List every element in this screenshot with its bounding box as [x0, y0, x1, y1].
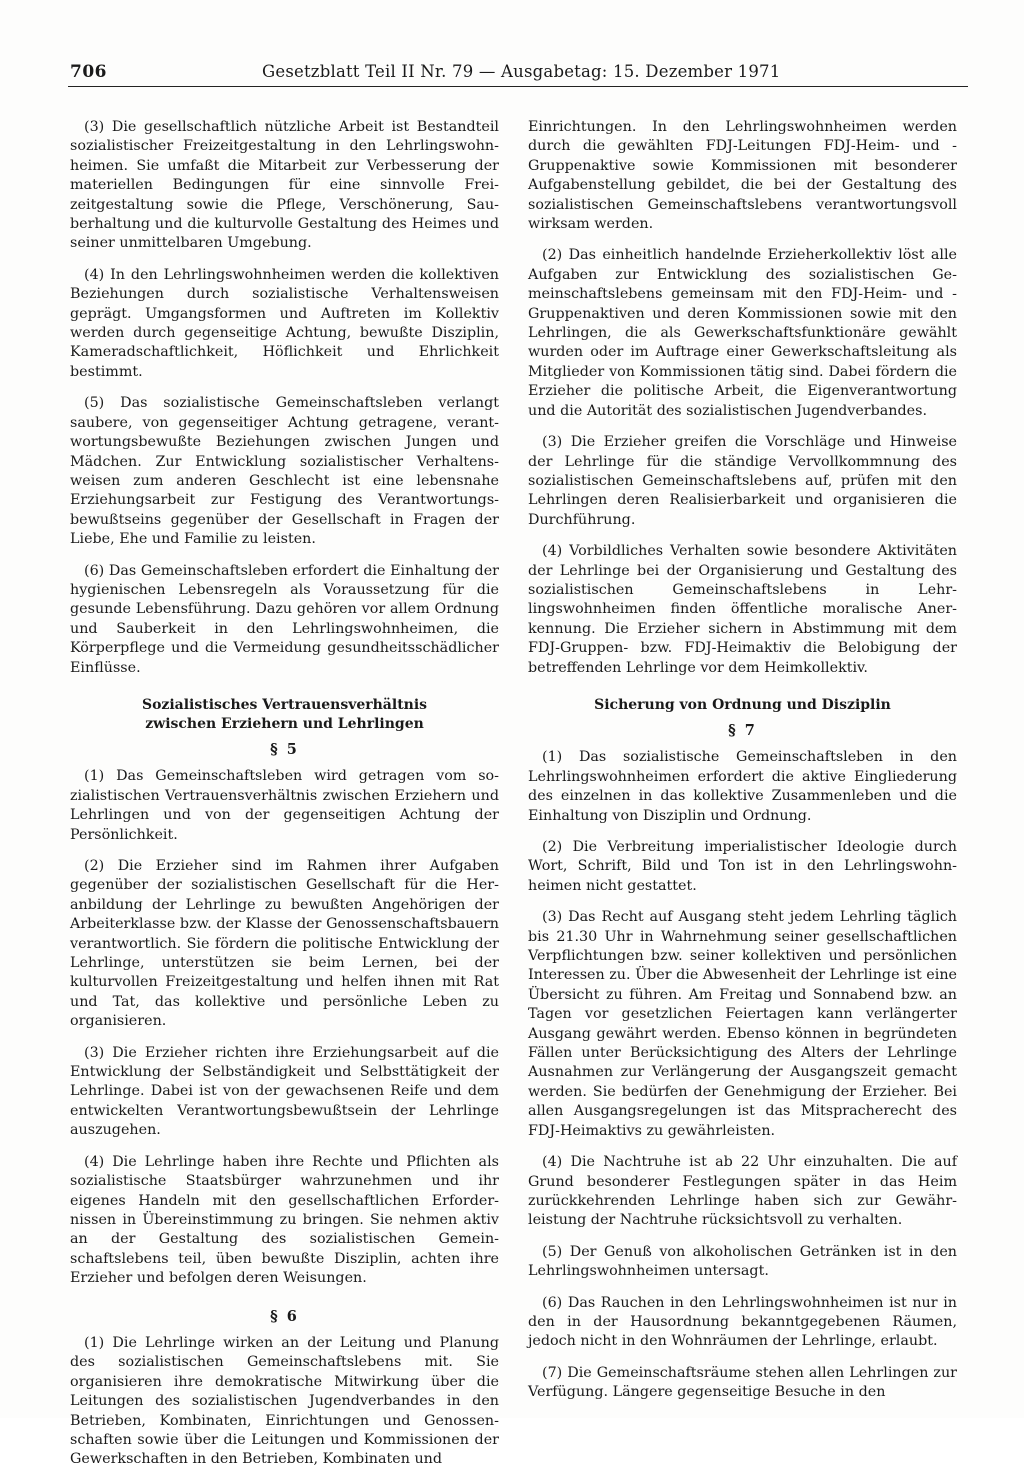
paragraph-7-5: (5) Der Genuß von alkoholischen Getränken ist in den Lehrlingswohnheimen untersagt. — [528, 1243, 957, 1280]
paragraph-5-1: (1) Das Gemeinschaftsleben wird getragen vom sozialistischen Vertrauensverhältnis zwischen Erziehern und Lehrlingen und von der gegenseitigen Achtung der Persönlichkeit. — [70, 768, 499, 843]
paragraph-4-3: (3) Die gesellschaftlich nützliche Arbeit ist Bestandteil sozialistischer Freizeitgestaltung in den Lehrlingswohnheimen. Sie umfaßt die Mitarbeit zur Verbesserung der materiellen Bedingungen für eine sinnvolle Freizeitgestaltung sowie die Pflege, Verschönerung, Sauberhaltung und die kulturvolle Gestaltung des Heimes und seiner unmittelbaren Umgebung. — [70, 119, 499, 252]
paragraph-7-3: (3) Das Recht auf Ausgang steht jedem Lehrling täglich bis 21.30 Uhr in Wahrnehmung seiner gesellschaftlichen Verpflichtungen bzw. seiner kollektiven und persönlichen Interessen zu. Über die Abwesenheit der Lehrlinge ist eine Übersicht zu führen. Am Freitag und Sonnabend bzw. an Tagen vor gesetzlichen Feiertagen kann verlängerter Ausgang gewährt werden. Ebenso können in begründeten Fällen unter Berücksichtigung des Alters der Lehrlinge Ausnahmen zur Verlängerung der Ausgangszeit gemacht werden. Sie bedürfen der Genehmigung der Erzieher. Bei allen Ausgangsregelungen ist das Mitspracherecht des FDJ-Heimaktivs zu gewährleisten. — [528, 909, 957, 1139]
heading-line: zwischen Erziehern und Lehrlingen — [145, 715, 424, 732]
paragraph-4-4: (4) In den Lehrlingswohnheimen werden die kollektiven Beziehungen durch sozialistische Verhaltensweisen geprägt. Umgangsformen und Auftreten im Kollektiv werden durch gegenseitige Achtung, bewußte Disziplin, Kameradschaftlichkeit, Höflichkeit und Ehrlichkeit bestimmt. — [70, 266, 499, 380]
paragraph-5-3: (3) Die Erzieher richten ihre Erziehungsarbeit auf die Entwicklung der Selbständigkeit und Selbsttätigkeit der Lehrlinge. Dabei ist von der gewachsenen Reife und dem entwickelten Verantwortungsbewußtsein der Lehrlinge auszugehen. — [70, 1044, 499, 1139]
page-number: 706 — [70, 62, 107, 82]
paragraph-6-2: (2) Das einheitlich handelnde Erzieherkollektiv löst alle Aufgaben zur Entwicklung des sozialistischen Gemeinschaftslebens gemeinsam mit den FDJ-Heim- und -Gruppenaktiven und deren Kommissionen sowie mit den Lehrlingen, die als Gewerkschaftsfunktionäre gewählt wurden oder im Auftrage einer Gewerkschaftsleitung als Mitglieder von Kommissionen tätig sind. Dabei fördern die Erzieher die politische Arbeit, die Eigenverantwortung und die Autorität des sozialistischen Jugendverbandes. — [528, 247, 957, 419]
paragraph-6-4: (4) Vorbildliches Verhalten sowie besondere Aktivitäten der Lehrlinge bei der Organisierung und Gestaltung des sozialistischen Gemeinschaftslebens in Lehrlingswohnheimen finden öffentliche moralische Anerkennung. Die Erzieher sichern in Abstimmung mit dem FDJ-Gruppen- bzw. FDJ-Heimaktiv die Belobigung der betreffenden Lehrlinge vor dem Heimkollektiv. — [528, 543, 957, 676]
paragraph-4-5: (5) Das sozialistische Gemeinschaftsleben verlangt saubere, von gegenseitiger Achtung getragene, verantwortungsbewußte Beziehungen zwischen Jungen und Mädchen. Zur Entwicklung sozialistischer Verhaltensweisen zum anderen Geschlecht ist eine lebensnahe Erziehungsarbeit zur Festigung des Verantwortungsbewußtseins gegenüber der Gesellschaft in Fragen der Liebe, Ehe und Familie zu leisten. — [70, 395, 499, 548]
paragraph-5-2: (2) Die Erzieher sind im Rahmen ihrer Aufgaben gegenüber der sozialistischen Gesellschaft für die Heranbildung der Lehrlinge zu bewußten Angehörigen der Arbeiterklasse bzw. der Klasse der Genossenschaftsbauern verantwortlich. Sie fördern die politische Entwicklung der Lehrlinge, unterstützen sie beim Lernen, bei der kulturvollen Freizeitgestaltung und helfen ihnen mit Rat und Tat, das kollektive und persönliche Leben zu organisieren. — [70, 858, 499, 1030]
heading-line: Sozialistisches Vertrauensverhältnis — [141, 696, 428, 713]
section-7-label: § 7 — [728, 721, 757, 739]
left-column — [70, 118, 499, 1482]
right-column — [528, 118, 957, 1415]
paragraph-7-7: (7) Die Gemeinschaftsräume stehen allen Lehrlingen zur Verfügung. Längere gegenseitige Besuche in den — [528, 1364, 957, 1401]
paragraph-6-3: (3) Die Erzieher greifen die Vorschläge und Hinweise der Lehrlinge für die ständige Vervollkommnung des sozialistischen Gemeinschaftslebens auf, prüfen mit den Lehrlingen deren Realisierbarkeit und organisieren die Durchführung. — [528, 434, 957, 528]
paragraph-7-2: (2) Die Verbreitung imperialistischer Ideologie durch Wort, Schrift, Bild und Ton ist in den Lehrlingswohnheimen nicht gestattet. — [528, 839, 957, 894]
section-6-label: § 6 — [270, 1307, 299, 1325]
section-5-label: § 5 — [270, 740, 299, 758]
running-title: Gesetzblatt Teil II Nr. 79 — Ausgabetag: 15. Dezember 1971 — [262, 62, 781, 81]
section-heading-trust — [70, 696, 499, 734]
paragraph-7-1: (1) Das sozialistische Gemeinschaftsleben in den Lehrlingswohnheimen erfordert die aktive Eingliederung des einzelnen in das kollektive Zusammenleben und die Einhaltung von Disziplin und Ordnung. — [528, 749, 957, 824]
page-header — [68, 56, 968, 87]
paragraph-6-1: (1) Die Lehrlinge wirken an der Leitung und Planung des sozialistischen Gemeinschaftslebens mit. Sie organisieren ihre demokratische Mitwirkung über die Leitungen des sozialistischen Jugendverbandes in den Betrieben, Kombinaten, Einrichtungen und Genossenschaften sowie über die Leitungen und Kommissionen der Gewerkschaften in den Betrieben, Kombinaten und — [70, 1334, 499, 1468]
paragraph-5-4: (4) Die Lehrlinge haben ihre Rechte und Pflichten als sozialistische Staatsbürger wahrzunehmen und ihr eigenes Handeln mit den gesellschaftlichen Erfordernissen in Übereinstimmung zu bringen. Sie nehmen aktiv an der Gestaltung des sozialistischen Gemeinschaftslebens teil, üben bewußte Disziplin, achten ihre Erzieher und befolgen deren Weisungen. — [70, 1153, 499, 1287]
paragraph-4-6: (6) Das Gemeinschaftsleben erfordert die Einhaltung der hygienischen Lebensregeln als Voraussetzung für die gesunde Lebensführung. Dazu gehören vor allem Ordnung und Sauberkeit in den Lehrlingswohnheimen, die Körperpflege und die Vermeidung gesundheitsschädlicher Einflüsse. — [70, 562, 499, 676]
paragraph-7-4: (4) Die Nachtruhe ist ab 22 Uhr einzuhalten. Die auf Grund besonderer Festlegungen später in das Heim zurückkehrenden Lehrlinge haben sich zur Gewährleistung der Nachtruhe rücksichtsvoll zu verhalten. — [528, 1154, 957, 1229]
paragraph-7-6: (6) Das Rauchen in den Lehrlingswohnheimen ist nur in den in der Hausordnung bekanntgegebenen Räumen, jedoch nicht in den Wohnräumen der Lehrlinge, erlaubt. — [528, 1294, 957, 1350]
section-heading-order: Sicherung von Ordnung und Disziplin — [594, 696, 891, 713]
paragraph-6-1-continued: Einrichtungen. In den Lehrlingswohnheimen werden durch die gewählten FDJ-Leitungen FDJ-Heim- und -Gruppenaktive sowie Kommissionen mit besonderer Aufgabenstellung gebildet, die bei der Gestaltung des sozialistischen Gemeinschaftslebens verantwortungsvoll wirksam werden. — [528, 119, 957, 233]
